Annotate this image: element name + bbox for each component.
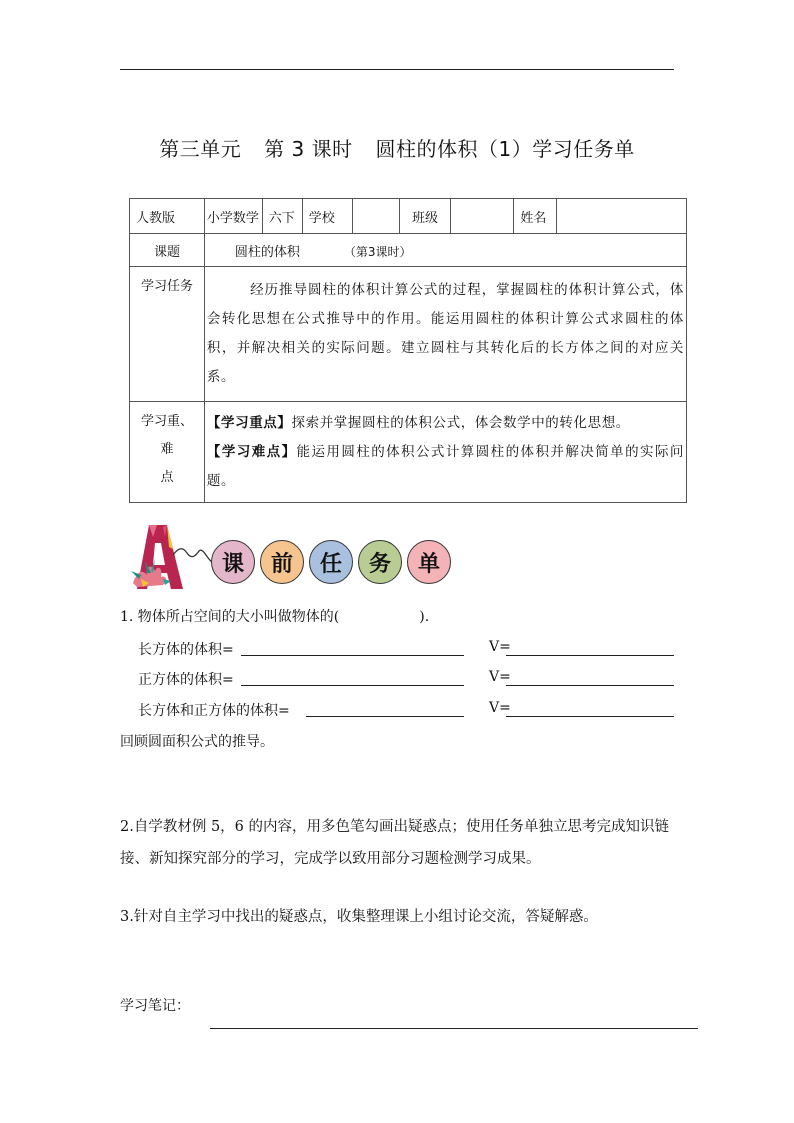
- banner-char-qian: 前: [260, 540, 304, 584]
- header-rule: [120, 69, 674, 70]
- topic-period: （第3课时）: [343, 244, 412, 259]
- study-notes-label: 学习笔记：: [120, 998, 190, 1014]
- cuboid-volume-blank[interactable]: [241, 655, 464, 656]
- topic-cell: [204, 234, 686, 267]
- name-label: 姓名: [514, 199, 557, 234]
- title-unit: 第三单元: [159, 137, 242, 161]
- topic-label: 课题: [130, 234, 205, 267]
- question-2: 2.自学教材例 5，6 的内容，用多色笔勾画出疑惑点；使用任务单独立思考完成知识链接、新知探究部分的学习，完成学以致用部分习题检测学习成果。: [120, 819, 670, 867]
- both-volume-label: 长方体和正方体的体积=: [138, 703, 290, 719]
- pre-class-task-banner: [117, 523, 457, 593]
- task-cell: [204, 267, 686, 402]
- cuboid-v-blank[interactable]: [506, 655, 674, 656]
- subject-cell: 小学数学: [204, 199, 262, 234]
- key-point-tag: 【学习重点】: [206, 414, 292, 431]
- info-row-meta: [130, 199, 687, 234]
- cube-volume-label: 正方体的体积=: [138, 672, 234, 688]
- banner-char-ren: 任: [309, 540, 353, 584]
- info-row-topic: [130, 234, 687, 267]
- school-label: 学校: [302, 199, 352, 234]
- banner-char-wu: 务: [358, 540, 402, 584]
- circle-area-review: 回顾圆面积公式的推导。: [120, 734, 274, 750]
- cuboid-volume-label: 长方体的体积=: [138, 642, 234, 658]
- difficulty-text: 能运用圆柱的体积公式计算圆柱的体积并解决简单的实际问题。: [206, 443, 684, 489]
- title-topic: 圆柱的体积（1）学习任务单: [375, 137, 635, 161]
- study-notes-line[interactable]: [210, 1028, 698, 1029]
- key-points-label-line1: 学习重、难: [140, 414, 193, 457]
- key-point-text: 探索并掌握圆柱的体积公式，体会数学中的转化思想。: [291, 414, 630, 431]
- key-points-label-line2: 点: [160, 470, 174, 485]
- both-v-blank[interactable]: [506, 716, 674, 717]
- topic-name: 圆柱的体积: [234, 244, 300, 260]
- difficulty-point: [207, 438, 684, 496]
- page-title: [0, 133, 794, 162]
- question-1: [120, 606, 429, 626]
- cube-v-label: V=: [489, 669, 511, 685]
- info-table: [129, 198, 687, 503]
- question-3: 3.针对自主学习中找出的疑惑点，收集整理课上小组讨论交流，答疑解惑。: [120, 909, 598, 925]
- both-v-label: V=: [489, 700, 511, 716]
- banner-char-ke: 课: [211, 540, 255, 584]
- question-1-prompt: 1. 物体所占空间的大小叫做物体的(: [120, 609, 340, 625]
- info-row-key-points: [130, 402, 687, 503]
- title-lesson: 第 3 课时: [264, 137, 353, 161]
- grade-cell: 六下: [262, 199, 302, 234]
- key-points-cell: [204, 402, 686, 503]
- cube-v-blank[interactable]: [506, 685, 674, 686]
- question-1-prompt-end: ).: [419, 609, 430, 625]
- class-label: 班级: [399, 199, 451, 234]
- task-text: 经历推导圆柱的体积计算公式的过程，掌握圆柱的体积计算公式，体会转化思想在公式推导中的作用。能运用圆柱的体积计算公式求圆柱的体积，并解决相关的实际问题。建立圆柱与其转化后的长方体之间的对应关系。: [206, 282, 684, 385]
- banner-char-dan: 单: [407, 540, 451, 584]
- cube-volume-blank[interactable]: [241, 685, 464, 686]
- key-points-label: [130, 402, 205, 503]
- difficulty-tag: 【学习难点】: [206, 443, 297, 460]
- school-field[interactable]: [352, 199, 399, 234]
- cuboid-v-label: V=: [489, 639, 511, 655]
- edition-cell: 人教版: [130, 199, 205, 234]
- info-row-task: [130, 267, 687, 402]
- rope-connector-icon: [173, 545, 213, 565]
- class-field[interactable]: [451, 199, 514, 234]
- both-volume-blank[interactable]: [306, 716, 464, 717]
- key-point: [207, 409, 684, 438]
- task-label: 学习任务: [130, 267, 205, 402]
- name-field[interactable]: [557, 199, 687, 234]
